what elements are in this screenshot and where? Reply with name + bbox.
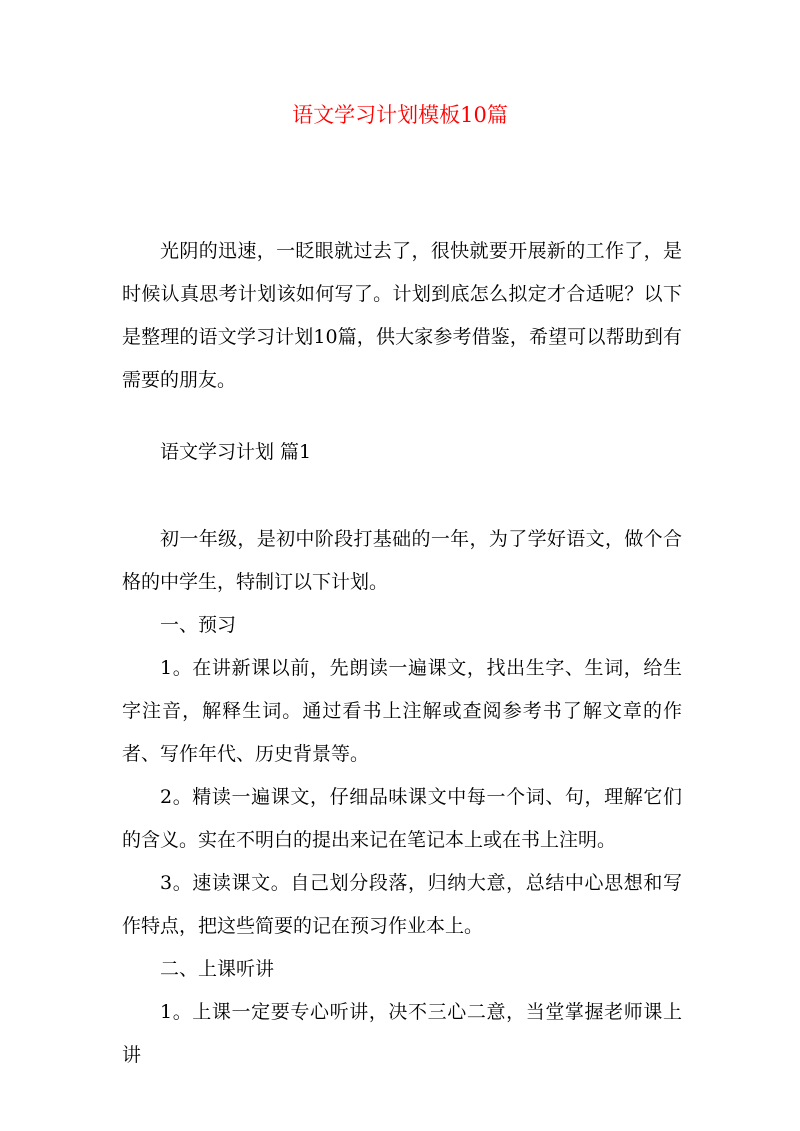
document-title: 语文学习计划模板10篇	[292, 103, 508, 127]
intro-paragraph: 光阴的迅速，一眨眼就过去了，很快就要开展新的工作了，是时候认真思考计划该如何写了。计划到底怎么拟定才合适呢？以下是整理的语文学习计划10篇，供大家参考借鉴，希望可以帮助到有需要的朋友。	[122, 240, 682, 391]
list-item: 3。速读课文。自己划分段落，归纳大意，总结中心思想和写作特点，把这些简要的记在预习作业本上。	[122, 872, 682, 937]
list-item: 1。在讲新课以前，先朗读一遍课文，找出生字、生词，给生字注音，解释生词。通过看书上注解或查阅参考书了解文章的作者、写作年代、历史背景等。	[122, 657, 682, 765]
section-heading: 语文学习计划 篇1	[160, 441, 312, 463]
subheading-preview: 一、预习	[160, 614, 237, 636]
list-item: 1。上课一定要专心听讲，决不三心二意，当堂掌握老师课上讲	[122, 1001, 682, 1066]
paragraph: 初一年级，是初中阶段打基础的一年，为了学好语文，做个合格的中学生，特制订以下计划。	[122, 528, 682, 593]
subheading-listen: 二、上课听讲	[160, 958, 275, 980]
list-item: 2。精读一遍课文，仔细品味课文中每一个词、句，理解它们的含义。实在不明白的提出来记在笔记本上或在书上注明。	[122, 786, 682, 851]
